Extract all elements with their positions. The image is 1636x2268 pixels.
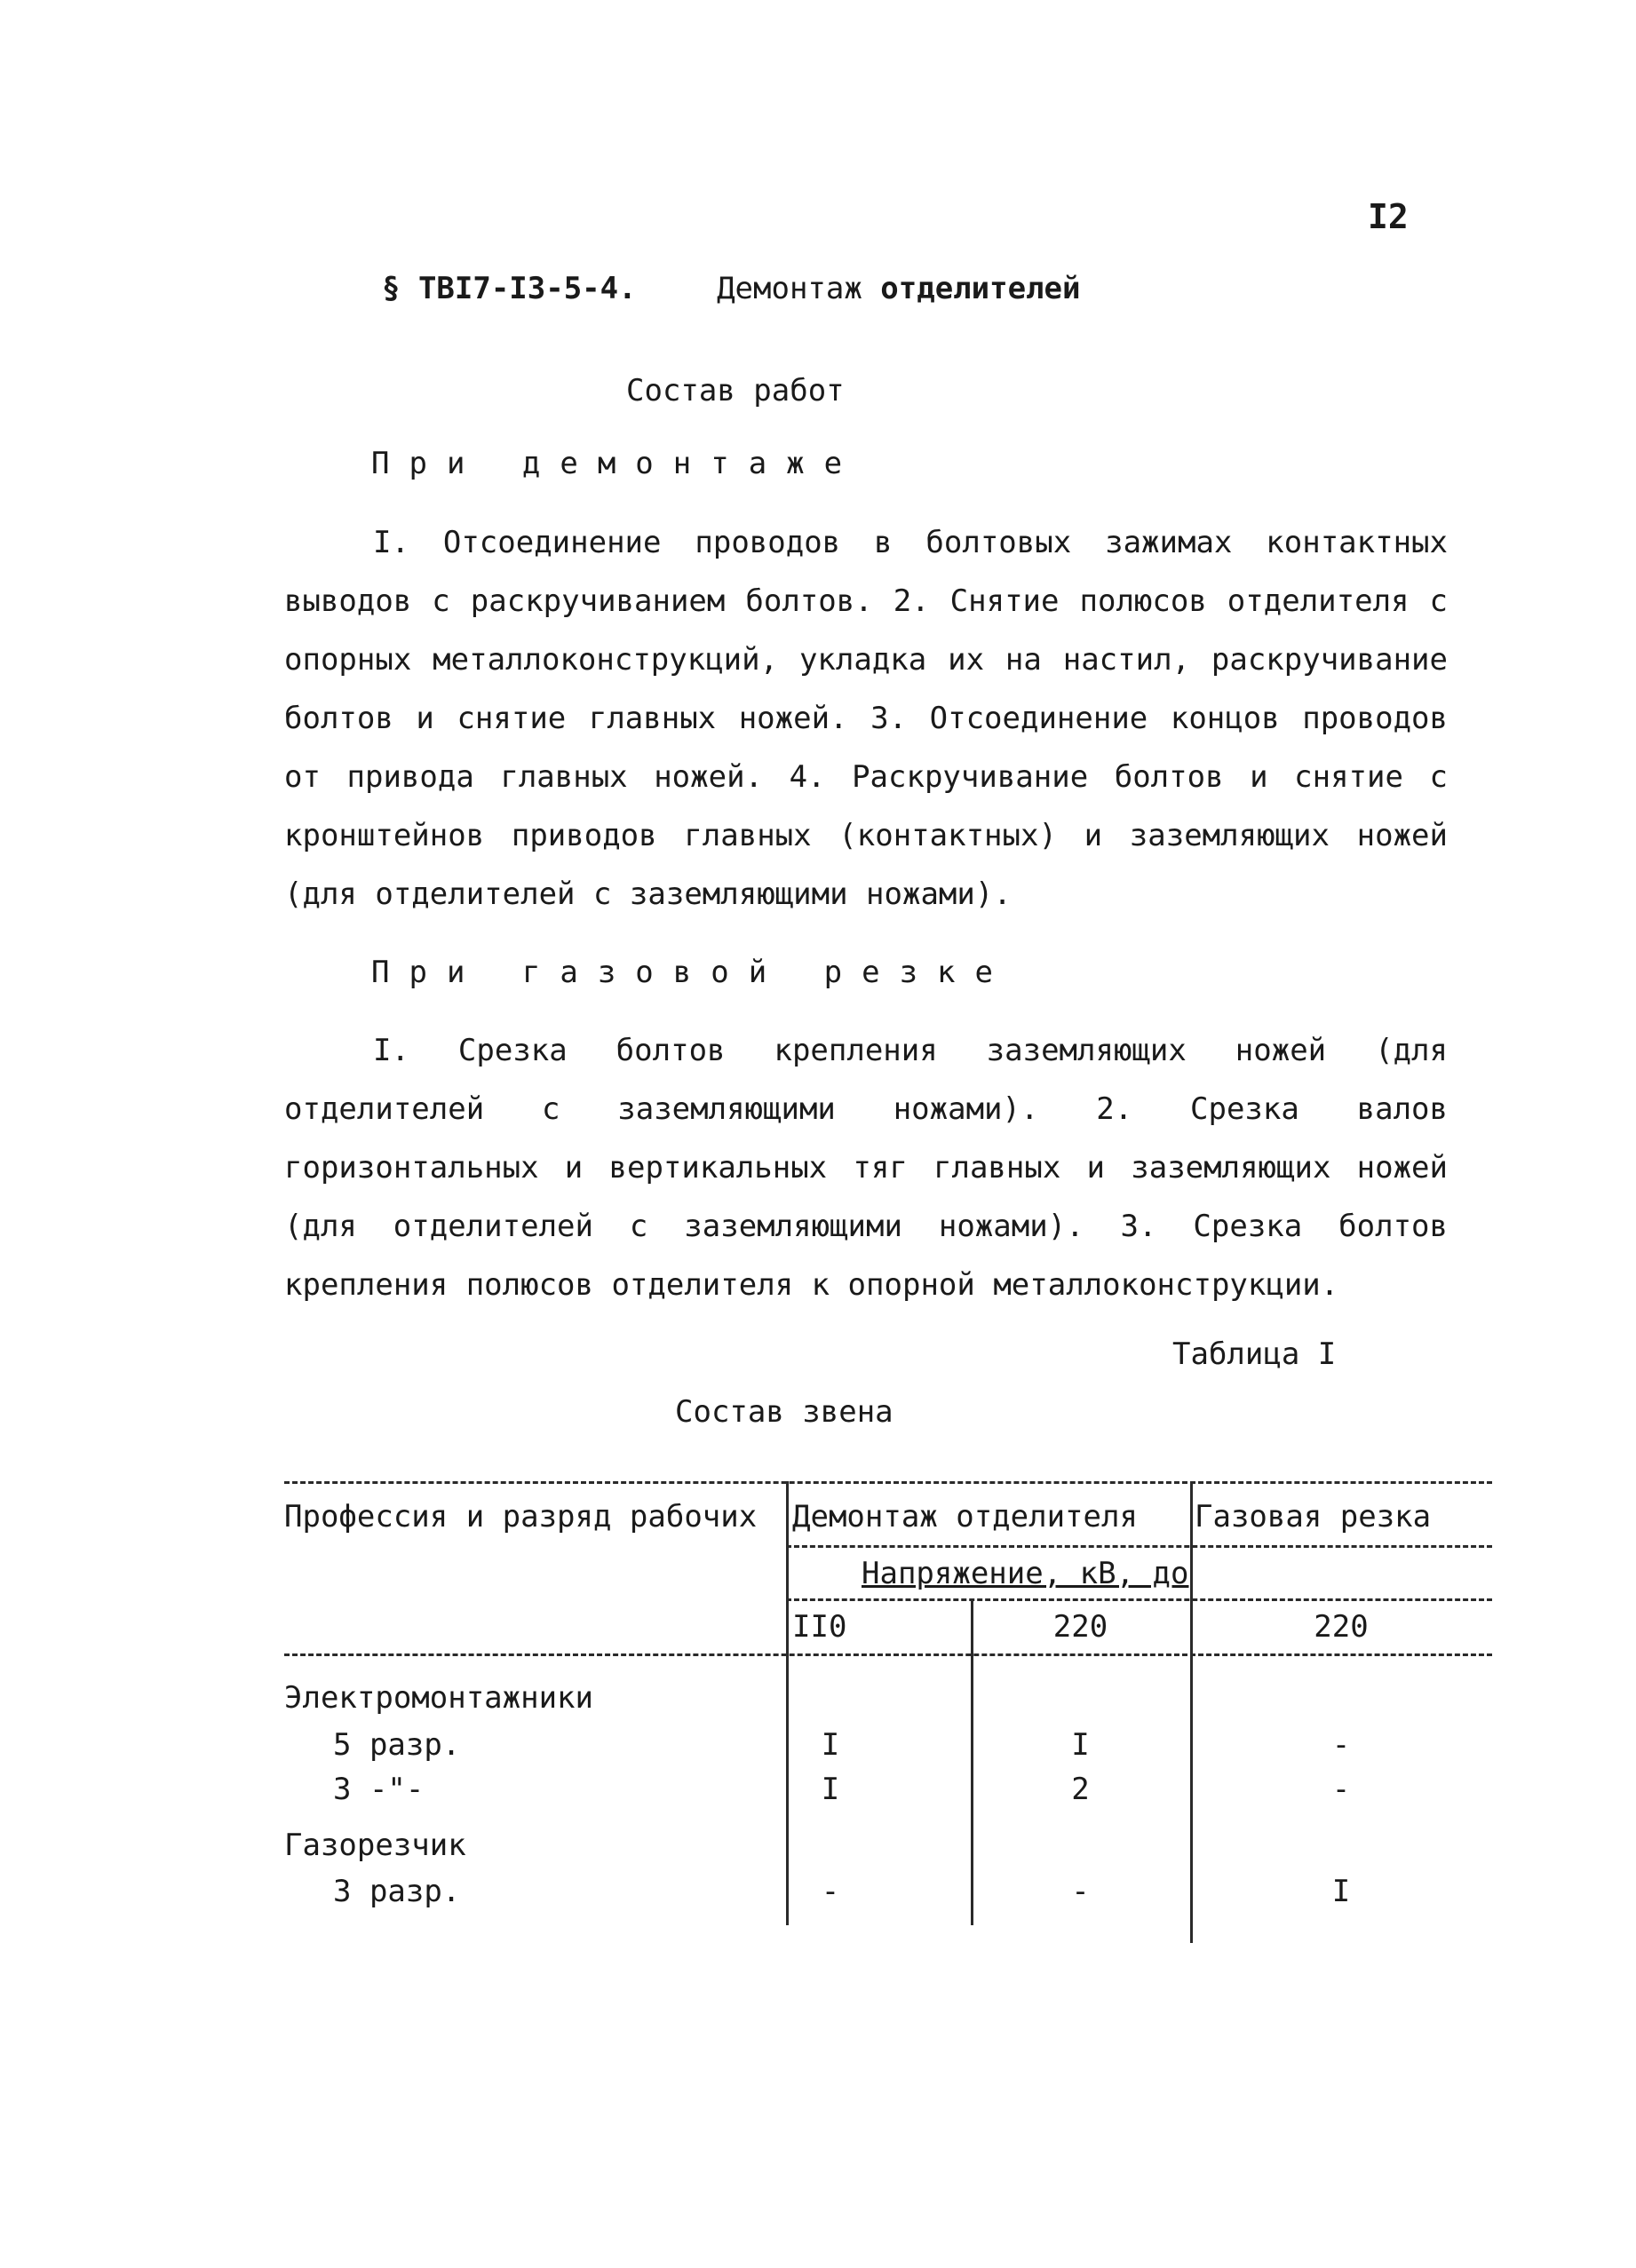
table-header-rule [786, 1545, 1492, 1548]
table-label: Таблица I [1172, 1336, 1337, 1372]
header-col-220-gas: 220 [1314, 1609, 1369, 1645]
header-voltage: Напряжение, кВ, до [862, 1556, 1189, 1591]
table-header-bottom-rule [284, 1653, 1492, 1656]
section-title-bold: отделителей [880, 271, 1081, 306]
table-voltage-rule [786, 1598, 1492, 1601]
cell-gas-grade3-110: - [821, 1874, 840, 1909]
row-label-gas-cutter: Газорезчик [284, 1828, 466, 1863]
gas-cutting-subtitle: При газовой резке [371, 955, 1013, 990]
header-gas-cutting: Газовая резка [1195, 1499, 1432, 1534]
works-composition-title: Состав работ [626, 373, 845, 408]
cell-grade5-220: I [1071, 1727, 1090, 1763]
section-code: § ТВI7-I3-5-4. [382, 271, 637, 306]
header-col-220-dismantle: 220 [1052, 1609, 1108, 1645]
dismantling-paragraph: I. Отсоединение проводов в болтовых зажимах контактных выводов с раскручиванием болтов. 2. Снятие полюсов отделителя с опорных металлоконструкций, укладка их на настил, раскручивание болтов и снятие главных ножей. 3. Отсоединение концов проводов от привода главных ножей. 4. Раскручивание болтов и снятие с кронштейнов приводов главных (контактных) и заземляющих ножей (для отделителей с заземляющими ножами). [284, 525, 1448, 912]
table-col-line-3 [1190, 1481, 1193, 1943]
table-col-line-1 [786, 1481, 789, 1925]
cell-grade3-220: 2 [1071, 1772, 1090, 1807]
section-heading [382, 271, 1080, 306]
section-title-part: Демонтаж [717, 271, 881, 306]
dismantling-subtitle: При демонтаже [371, 446, 862, 481]
cell-grade3-gas: - [1331, 1772, 1351, 1807]
header-profession: Профессия и разряд рабочих [284, 1499, 758, 1534]
header-dismantle: Демонтаж отделителя [792, 1499, 1138, 1534]
row-label-gas-grade3: 3 разр. [333, 1874, 461, 1909]
cell-gas-grade3-gas: I [1331, 1874, 1351, 1909]
row-label-grade5: 5 разр. [333, 1727, 461, 1763]
gas-cutting-paragraph: I. Срезка болтов крепления заземляющих ножей (для отделителей с заземляющими ножами). 2. Срезка валов горизонтальных и вертикальных тяг главных и заземляющих ножей (для отделителей с заземляющими ножами). 3. Срезка болтов крепления полюсов отделителя к опорной металлоконструкции. [284, 1033, 1448, 1303]
cell-grade5-gas: - [1331, 1727, 1351, 1763]
row-label-grade3: 3 -"- [333, 1772, 425, 1807]
table-top-rule [284, 1481, 1492, 1484]
cell-grade3-110: I [821, 1772, 840, 1807]
header-col-110: II0 [792, 1609, 847, 1645]
cell-gas-grade3-220: - [1071, 1874, 1090, 1909]
row-label-electricians: Электромонтажники [284, 1680, 593, 1716]
table-caption: Состав звена [675, 1394, 893, 1430]
page-number: I2 [1368, 197, 1409, 236]
cell-grade5-110: I [821, 1727, 840, 1763]
